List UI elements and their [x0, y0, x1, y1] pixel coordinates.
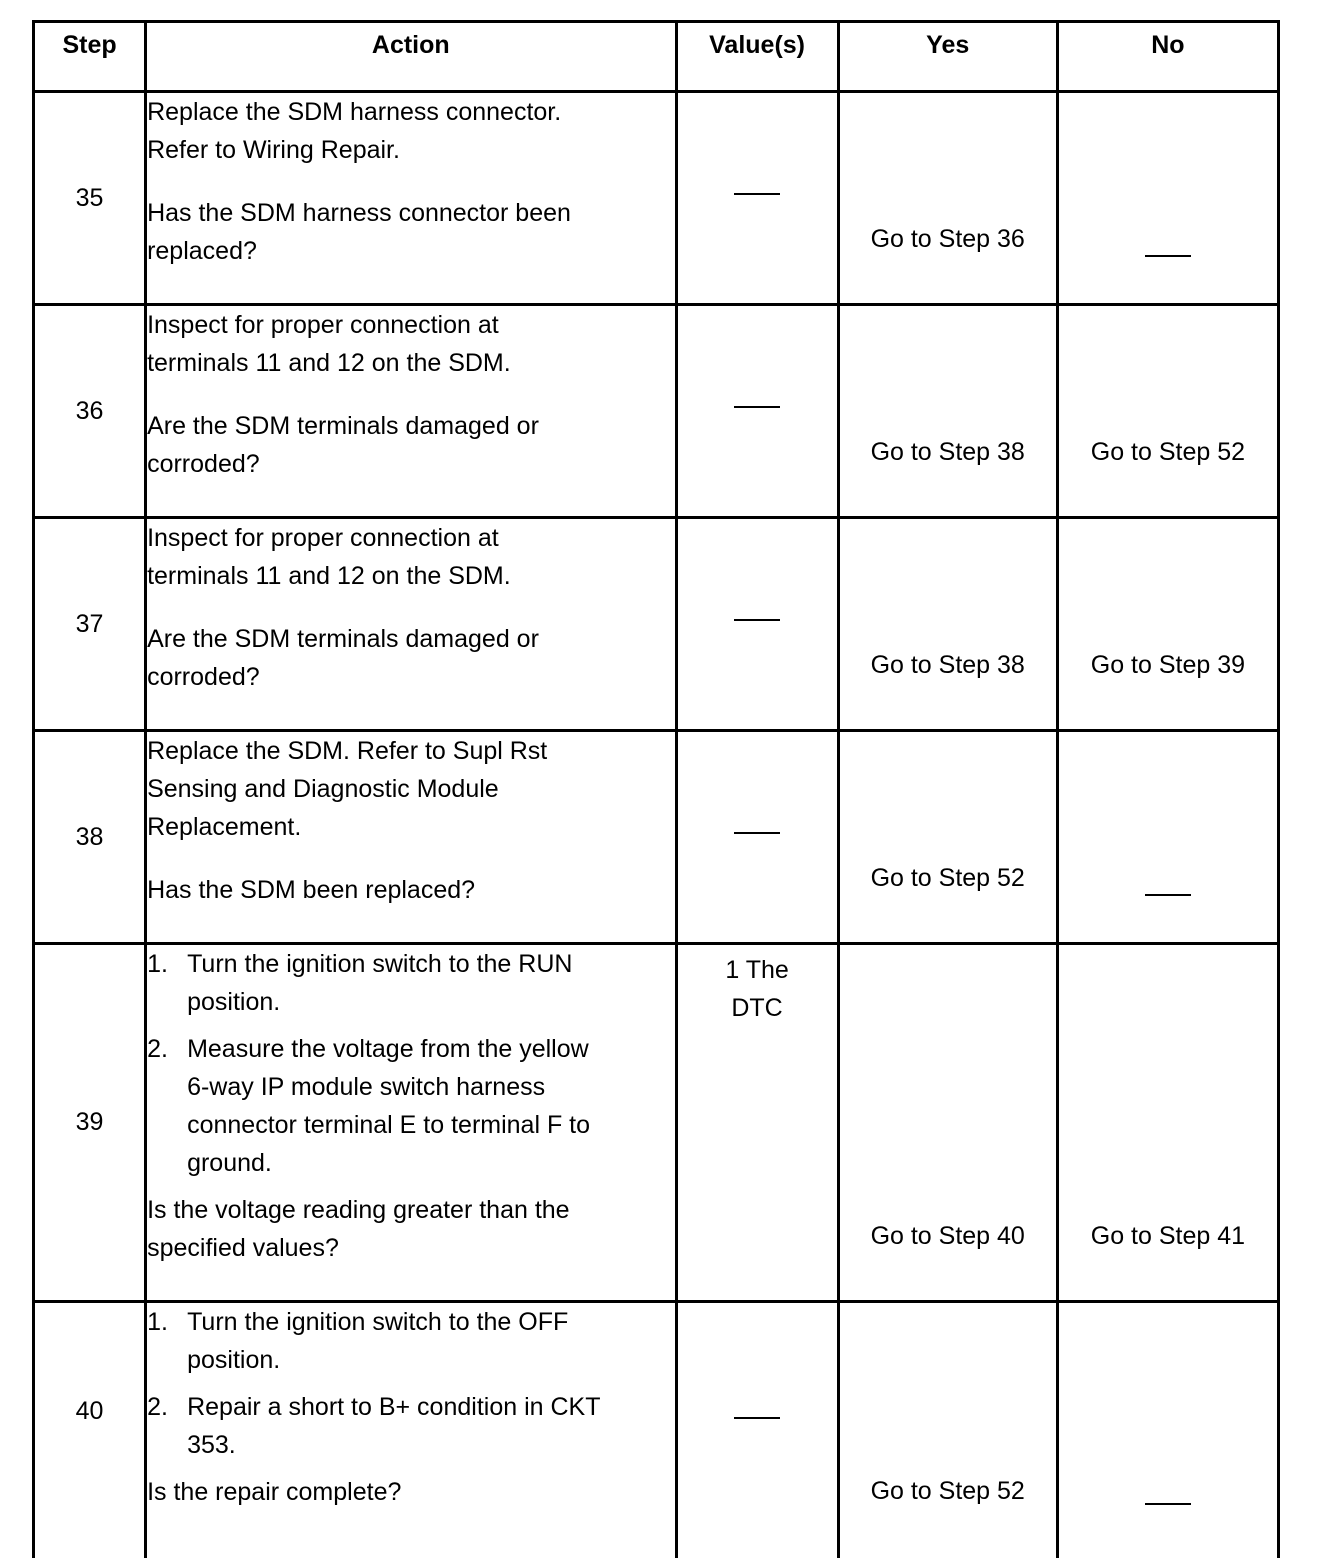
no-cell	[1057, 944, 1278, 1302]
action-text: terminals 11 and 12 on the SDM.	[147, 562, 511, 590]
value-cell	[676, 1302, 838, 1558]
procedure-step-text: Repair a short to B+ condition in CKT	[187, 1393, 601, 1421]
no-cell	[1057, 305, 1278, 518]
action-cell	[146, 305, 676, 518]
action-text: Replace the SDM harness connector.	[147, 98, 562, 126]
value-line: DTC	[731, 994, 783, 1022]
action-text: Inspect for proper connection at	[147, 311, 499, 339]
yes-cell	[838, 92, 1057, 305]
empty-no-dash	[1145, 894, 1191, 896]
question-line: Has the SDM been replaced?	[147, 876, 476, 904]
question-text	[147, 871, 674, 909]
procedure-step-number: 1.	[147, 1308, 168, 1336]
yes-cell	[838, 1302, 1057, 1558]
action-cell	[146, 731, 676, 944]
procedure-step-text: Turn the ignition switch to the OFF	[187, 1308, 569, 1336]
question-text	[147, 1473, 674, 1511]
question-line: Has the SDM harness connector been	[147, 199, 571, 227]
question-text	[147, 407, 674, 483]
procedure-step-number: 2.	[147, 1393, 168, 1421]
procedure-step-text: ground.	[187, 1149, 272, 1177]
procedure-step-text: 6-way IP module switch harness	[187, 1073, 546, 1101]
action-text: Refer to Wiring Repair.	[147, 136, 400, 164]
yes-result: Go to Step 38	[870, 651, 1025, 679]
question-line: corroded?	[147, 663, 260, 691]
action-text: terminals 11 and 12 on the SDM.	[147, 349, 511, 377]
yes-result: Go to Step 36	[870, 225, 1025, 253]
question-text	[147, 620, 674, 696]
empty-no-dash	[1145, 1503, 1191, 1505]
procedure-list	[147, 945, 674, 1182]
step-number: 35	[34, 92, 146, 305]
action-text: Replacement.	[147, 813, 302, 841]
header-step: Step	[34, 22, 146, 92]
action-text: Replace the SDM. Refer to Supl Rst	[147, 737, 548, 765]
procedure-step-number: 2.	[147, 1035, 168, 1063]
question-text	[147, 1191, 674, 1267]
diagnostic-table-frame	[32, 20, 1282, 1558]
no-cell	[1057, 1302, 1278, 1558]
table-header-row	[34, 22, 1279, 92]
yes-cell	[838, 305, 1057, 518]
action-text: Inspect for proper connection at	[147, 524, 499, 552]
procedure-step	[147, 1303, 674, 1379]
procedure-step-text: Turn the ignition switch to the RUN	[187, 950, 573, 978]
procedure-step-text: position.	[187, 1346, 281, 1374]
yes-result: Go to Step 52	[870, 864, 1025, 892]
procedure-step-text: connector terminal E to terminal F to	[187, 1111, 591, 1139]
step-number: 39	[34, 944, 146, 1302]
empty-value-dash	[734, 406, 780, 408]
procedure-step	[147, 945, 674, 1021]
header-action: Action	[146, 22, 676, 92]
procedure-step-text: Measure the voltage from the yellow	[187, 1035, 589, 1063]
yes-cell	[838, 518, 1057, 731]
procedure-list	[147, 1303, 674, 1464]
no-result: Go to Step 52	[1090, 438, 1246, 466]
question-line: corroded?	[147, 450, 260, 478]
empty-value-dash	[734, 619, 780, 621]
no-cell	[1057, 731, 1278, 944]
header-value: Value(s)	[676, 22, 838, 92]
yes-result: Go to Step 52	[870, 1477, 1025, 1505]
action-text: Sensing and Diagnostic Module	[147, 775, 499, 803]
empty-value-dash	[734, 193, 780, 195]
empty-value-dash	[734, 832, 780, 834]
diagnostic-table	[32, 20, 1280, 1558]
value-cell	[676, 92, 838, 305]
question-line: Are the SDM terminals damaged or	[147, 412, 539, 440]
question-line: specified values?	[147, 1234, 339, 1262]
table-row	[34, 305, 1279, 518]
table-row	[34, 518, 1279, 731]
question-line: Are the SDM terminals damaged or	[147, 625, 539, 653]
value-line: 1 The	[725, 956, 789, 984]
action-cell	[146, 92, 676, 305]
action-cell	[146, 518, 676, 731]
value-cell	[676, 731, 838, 944]
value-cell	[676, 305, 838, 518]
question-line: replaced?	[147, 237, 257, 265]
no-cell	[1057, 92, 1278, 305]
value-text	[678, 945, 837, 1027]
procedure-step	[147, 1030, 674, 1182]
table-row	[34, 944, 1279, 1302]
action-cell	[146, 944, 676, 1302]
empty-no-dash	[1145, 255, 1191, 257]
table-row	[34, 92, 1279, 305]
step-number: 40	[75, 1397, 104, 1425]
no-cell	[1057, 518, 1278, 731]
procedure-step-text: position.	[187, 988, 281, 1016]
yes-cell	[838, 731, 1057, 944]
step-number: 36	[34, 305, 146, 518]
table-row	[34, 731, 1279, 944]
yes-result: Go to Step 40	[870, 1222, 1025, 1250]
header-yes: Yes	[838, 22, 1057, 92]
value-cell	[676, 518, 838, 731]
yes-result: Go to Step 38	[870, 438, 1025, 466]
table-row	[34, 1302, 1279, 1558]
procedure-step	[147, 1388, 674, 1464]
value-cell	[676, 944, 838, 1302]
procedure-step-text: 353.	[187, 1431, 236, 1459]
procedure-step-number: 1.	[147, 950, 168, 978]
step-number-cell	[34, 1302, 146, 1558]
step-number: 38	[34, 731, 146, 944]
action-cell	[146, 1302, 676, 1558]
question-line: Is the voltage reading greater than the	[147, 1196, 570, 1224]
question-text	[147, 194, 674, 270]
empty-value-dash	[734, 1417, 780, 1419]
no-result: Go to Step 41	[1090, 1222, 1246, 1250]
step-number: 37	[34, 518, 146, 731]
header-no: No	[1057, 22, 1278, 92]
yes-cell	[838, 944, 1057, 1302]
no-result: Go to Step 39	[1090, 651, 1246, 679]
question-line: Is the repair complete?	[147, 1478, 402, 1506]
